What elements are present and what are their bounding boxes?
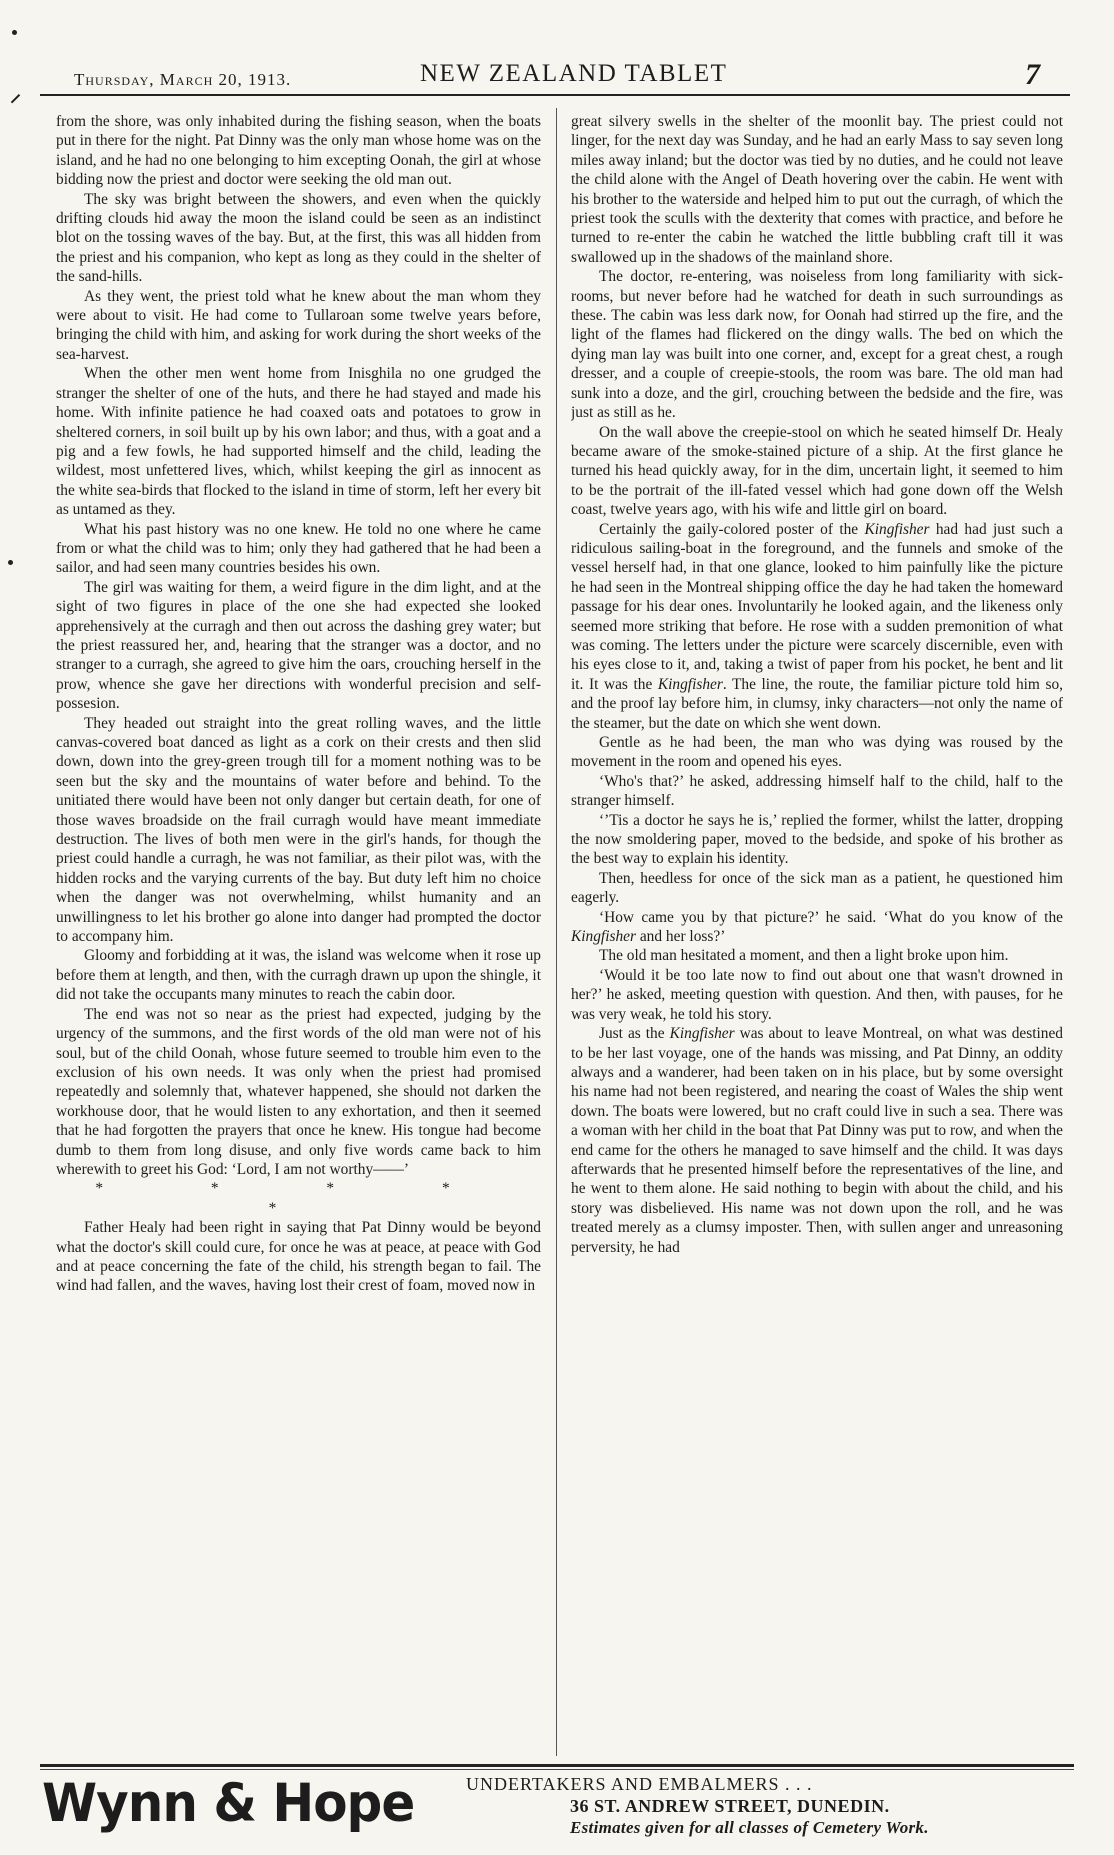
page-header <box>40 58 1070 96</box>
paragraph <box>571 908 1063 947</box>
paragraph: Father Healy had been right in saying that Pat Dinny would be beyond what the doctor's skill could cure, for once he was at peace, at peace with God and at peace concerning the fate of the child, his strength began to fail. The wind had fallen, and the waves, having lost their crest of foam, moved now in <box>56 1219 541 1295</box>
paragraph: The sky was bright between the showers, and even when the quickly drifting clouds hid away the moon the island could be seen as an indistinct blot on the tossing waves of the bay. But, at the first, this was all hidden from the priest and his companion, who kept as long as they could in the shelter of the sand-hills. <box>56 190 541 286</box>
text-run: and her loss?’ <box>636 928 726 946</box>
text-run: had had just such a ridiculous sailing-boat in the foreground, and the funnels and smoke of the vessel herself had, in that one glance, looked to him painfully like the picture he had seen in the Montreal shipping office the day he had taken the homeward passage for his dear ones. Involuntarily he looked again, and the likeness only seemed more striking that before. He rose with a sudden premonition of what was coming. The letters under the picture were scarcely discernible, even with his eyes close to it, and, taking a twist of paper from his pocket, he bent and lit it. It was the <box>571 520 1063 693</box>
paragraph: from the shore, was only inhabited during the fishing season, when the boats put in there for the night. Pat Dinny was the only man whose home was on the island, and he had no one belonging to him excepting Oonah, the girl at whose bidding now the priest and doctor were seeking the old man out. <box>56 113 541 189</box>
paragraph: ‘Who's that?’ he asked, addressing himself half to the child, half to the stranger himself. <box>571 772 1063 810</box>
advert-brand: Wynn & Hope <box>42 1772 415 1834</box>
paragraph: ‘’Tis a doctor he says he is,’ replied the former, whilst the latter, dropping the now smoldering paper, moved to the bedside, and spoke of his brother as the best way to explain his identity. <box>571 811 1063 868</box>
left-column <box>56 112 541 1752</box>
issue-date: Thursday, March 20, 1913. <box>74 70 292 89</box>
paragraph: As they went, the priest told what he knew about the man whom they were about to visit. He had come to Tullaroan some twelve years before, bringing the child with him, and asking for work during the short weeks of the sea-harvest. <box>56 287 541 363</box>
paragraph: Gentle as he had been, the man who was dying was roused by the movement in the room and opened his eyes. <box>571 734 1063 771</box>
footer-rule <box>40 1764 1074 1767</box>
right-column <box>571 112 1063 1752</box>
paragraph: Gloomy and forbidding at it was, the island was welcome when it rose up before them at length, and then, with the curragh drawn up upon the shingle, it did not take the occupants many minutes to reach the cabin door. <box>56 947 541 1004</box>
ship-name: Kingfisher <box>669 1025 735 1043</box>
paragraph <box>571 520 1063 733</box>
ship-name: Kingfisher <box>657 675 723 693</box>
paragraph: They headed out straight into the great rolling waves, and the little canvas-covered boat danced as light as a cork on their crests and then slid down, down into the grey-green trough till for a moment nothing was to be seen but the sky and the mountains of water before and behind. To the unitiated there would have been not only danger but certain death, for one of those waves broadside on the frail curragh would have meant immediate destruction. The lives of both men were in the girl's hands, for though the priest could handle a curragh, he was not familiar, as their pilot was, with the hidden rocks and the varying currents of the bay. But duty left him no choice when the danger was not overwhelming, whilst humanity and an unwillingness to let his brother go alone into danger had prompted the doctor to accompany him. <box>56 714 541 946</box>
advert-services: UNDERTAKERS AND EMBALMERS . . . <box>466 1774 813 1794</box>
text-run: ‘How came you by that picture?’ he said. ‘What do you know of the <box>599 908 1063 926</box>
margin-ink-dot <box>8 560 13 565</box>
paragraph: On the wall above the creepie-stool on which he seated himself Dr. Healy became aware of the smoke-stained picture of a ship. At the first glance he turned his head quickly away, for in the dim, uncertain light, it seemed to him to be the portrait of the ill-fated vessel which had gone down off the Welsh coast, twelve years ago, with his wife and little girl on board. <box>571 423 1063 519</box>
paragraph: great silvery swells in the shelter of the moonlit bay. The priest could not linger, for the next day was Sunday, and he had an early Mass to say seven long miles away inland; but the doctor was tied by no duties, and he could not leave the child alone with the Angel of Death hovering over the cabin. He went with his brother to the waterside and helped him to put out the curragh, of which the priest took the sculls with the dexterity that comes with practice, and before he turned to re-enter the cabin he watched the little bubbling craft till it was swallowed up in the shadows of the mainland shore. <box>571 113 1063 266</box>
ship-name: Kingfisher <box>571 928 636 946</box>
paragraph: The doctor, re-entering, was noiseless from long familiarity with sick-rooms, but never before had he watched for death in such surroundings as these. The cabin was less dark now, for Oonah had stirred up the fire, and the light of the flames had flickered on the dingy walls. The bed on which the dying man lay was built into one corner, and, except for a great chest, a rough dresser, and a couple of creepie-stools, the room was bare. The old man had sunk into a doze, and the girl, crouching between the bedside and the fire, was just as still as he. <box>571 268 1063 422</box>
paragraph: The old man hesitated a moment, and then a light broke upon him. <box>599 947 1009 965</box>
text-run: . The line, the route, the familiar picture told him so, and the proof lay before him, in clumsy, inky characters—not only the name of the steamer, but the date on which she went down. <box>571 675 1063 732</box>
text-run: was about to leave Montreal, on what was destined to be her last voyage, one of the hands was missing, and Pat Dinny, an oddity always and a wanderer, had been taken on in his place, but by some oversight his name had not been registered, and nearing the coast of Wales the ship went down. The boats were lowered, but no craft could live in such a sea. There was a woman with her child in the boat that Pat Dinny was put to row, and when the end came for the others he managed to save himself and the child. It was days afterwards that he presented himself before the representatives of the line, and he went to them alone. He said nothing to begin with about the child, and his story was disbelieved. His name was not down upon the roll, and he was treated merely as a clumsy imposter. Then, with sullen anger and unreasoning perversity, he had <box>571 1025 1063 1256</box>
paragraph <box>571 1024 1063 1257</box>
advert-address: 36 ST. ANDREW STREET, DUNEDIN. <box>570 1796 890 1816</box>
paragraph: What his past history was no one knew. He told no one where he came from or what the child was to him; only they had gathered that he had been a sailor, and had seen many countries besides his own. <box>56 520 541 577</box>
paragraph: Then, heedless for once of the sick man as a patient, he questioned him eagerly. <box>571 869 1063 907</box>
margin-ink-dot <box>12 30 17 35</box>
column-divider <box>556 108 557 1756</box>
footer-rule-thin <box>40 1769 1074 1770</box>
paragraph: The end was not so near as the priest had expected, judging by the urgency of the summons, and the first words of the old man were not of his soul, but of the child Oonah, whose future seemed to trouble him even to the exclusion of his own needs. It was only when the priest had promised repeatedly and solemnly that, whatever happened, she should not darken the workhouse door, that he would listen to any exhortation, and then it seemed that he had forgotten the prayers that once he knew. His tongue had become dumb to them from long disuse, and only five words came back to him wherewith to greet his God: ‘Lord, I am not worthy——’ <box>56 1005 541 1178</box>
paragraph: The girl was waiting for them, a weird figure in the dim light, and at the sight of two figures in place of the one she had expected she looked apprehensively at the curragh and then out across the dashing grey water; but the priest reassured her, and, hearing that the stranger was a doctor, and no stranger to a curragh, she agreed to give him the oars, crouching herself in the prow, whence she gave her directions with wonderful precision and self-possesion. <box>56 578 541 713</box>
text-run: Just as the <box>599 1025 670 1043</box>
paragraph: When the other men went home from Inisghila no one grudged the stranger the shelter of one of the huts, and there he had stayed and made his home. With infinite patience he had coaxed oats and potatoes to grow in sheltered corners, in soil built up by his own labor; and thus, with a goat and a pig and a few fowls, he had supported himself and the child, leading the wildest, most unfettered lives, which, whilst keeping the girl as innocent as the white sea-birds that flocked to the island in time of storm, left her every bit as untamed as they. <box>56 365 541 519</box>
text-run: Certainly the gaily-colored poster of the <box>599 520 865 538</box>
masthead-title: NEW ZEALAND TABLET <box>420 60 728 87</box>
advert-estimates: Estimates given for all classes of Cemetery Work. <box>570 1818 929 1837</box>
ship-name: Kingfisher <box>864 520 930 538</box>
paragraph: ‘Would it be too late now to find out about one that wasn't drowned in her?’ he asked, meeting question with question. And then, with pauses, for he was very weak, he told his story. <box>571 966 1063 1023</box>
margin-pencil-mark: ⸝ <box>10 81 22 106</box>
section-break-stars: * * * * * <box>95 1180 502 1217</box>
page-number: 7 <box>1025 58 1040 91</box>
